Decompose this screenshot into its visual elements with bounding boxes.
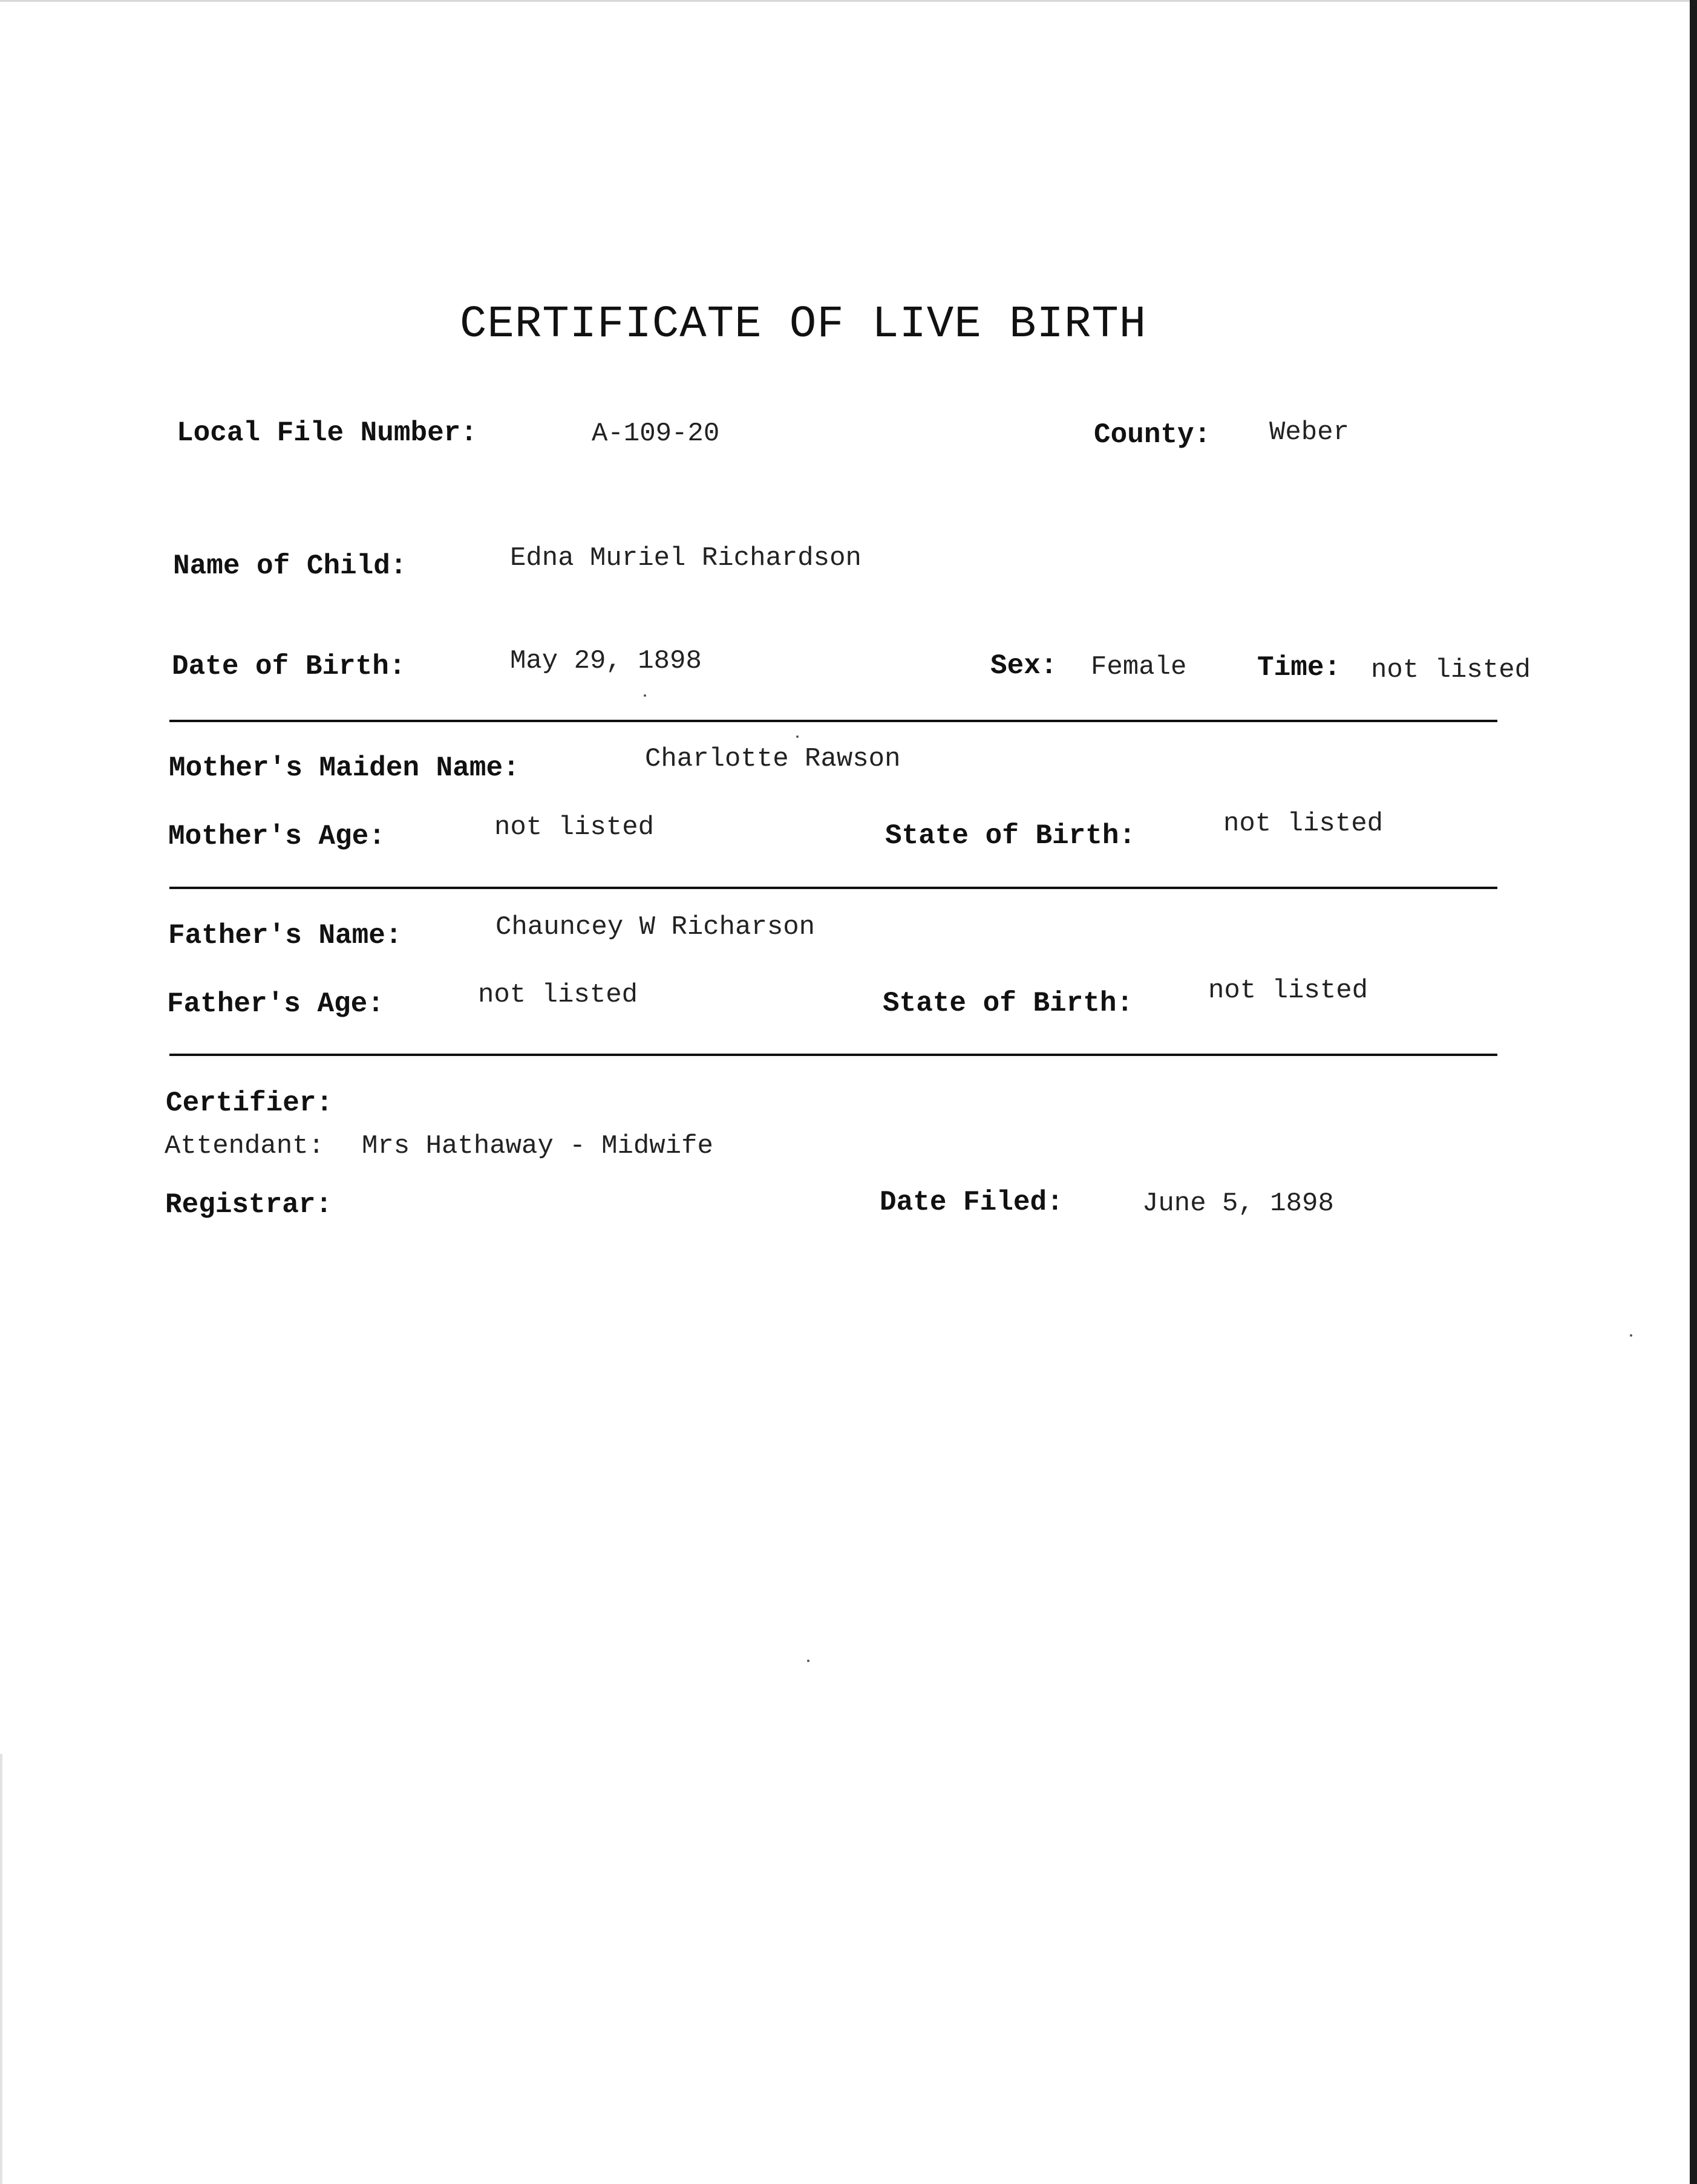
local-file-number-value: A-109-20 bbox=[592, 419, 720, 449]
date-filed-value: June 5, 1898 bbox=[1142, 1188, 1334, 1219]
scan-speck bbox=[796, 735, 799, 738]
mother-state-of-birth-label: State of Birth: bbox=[885, 820, 1136, 852]
attendant-label: Attendant: bbox=[165, 1131, 325, 1161]
scan-left-edge bbox=[0, 1754, 2, 2184]
registrar-label: Registrar: bbox=[165, 1189, 333, 1221]
time-value: not listed bbox=[1371, 655, 1531, 685]
mother-maiden-name-value: Charlotte Rawson bbox=[645, 744, 901, 774]
father-age-label: Father's Age: bbox=[167, 988, 384, 1020]
sex-label: Sex: bbox=[990, 650, 1058, 682]
mother-age-label: Mother's Age: bbox=[168, 821, 385, 852]
local-file-number-label: Local File Number: bbox=[177, 417, 477, 449]
section-divider bbox=[169, 1054, 1497, 1056]
section-divider bbox=[169, 720, 1497, 722]
father-name-value: Chauncey W Richarson bbox=[495, 912, 816, 942]
county-value: Weber bbox=[1269, 417, 1350, 448]
time-label: Time: bbox=[1257, 652, 1341, 683]
sex-value: Female bbox=[1091, 652, 1187, 682]
father-state-of-birth-label: State of Birth: bbox=[883, 988, 1134, 1019]
scan-speck bbox=[644, 694, 646, 697]
date-of-birth-label: Date of Birth: bbox=[172, 651, 406, 682]
scan-speck bbox=[1630, 1334, 1632, 1337]
certifier-label: Certifier: bbox=[166, 1087, 333, 1119]
scan-right-edge bbox=[1690, 0, 1697, 2184]
scan-speck bbox=[807, 1660, 809, 1662]
child-name-value: Edna Muriel Richardson bbox=[510, 543, 862, 573]
child-name-label: Name of Child: bbox=[173, 550, 407, 582]
scan-top-edge bbox=[0, 0, 1697, 2]
mother-state-of-birth-value: not listed bbox=[1223, 809, 1384, 839]
mother-maiden-name-label: Mother's Maiden Name: bbox=[169, 752, 520, 784]
date-filed-label: Date Filed: bbox=[880, 1187, 1064, 1218]
date-of-birth-value: May 29, 1898 bbox=[510, 646, 702, 676]
mother-age-value: not listed bbox=[494, 812, 655, 843]
attendant-value: Mrs Hathaway - Midwife bbox=[362, 1131, 713, 1161]
certificate-title: CERTIFICATE OF LIVE BIRTH bbox=[460, 299, 1147, 350]
father-name-label: Father's Name: bbox=[168, 920, 402, 951]
section-divider bbox=[169, 887, 1497, 889]
county-label: County: bbox=[1094, 419, 1211, 451]
father-state-of-birth-value: not listed bbox=[1208, 976, 1368, 1006]
father-age-value: not listed bbox=[478, 980, 638, 1010]
